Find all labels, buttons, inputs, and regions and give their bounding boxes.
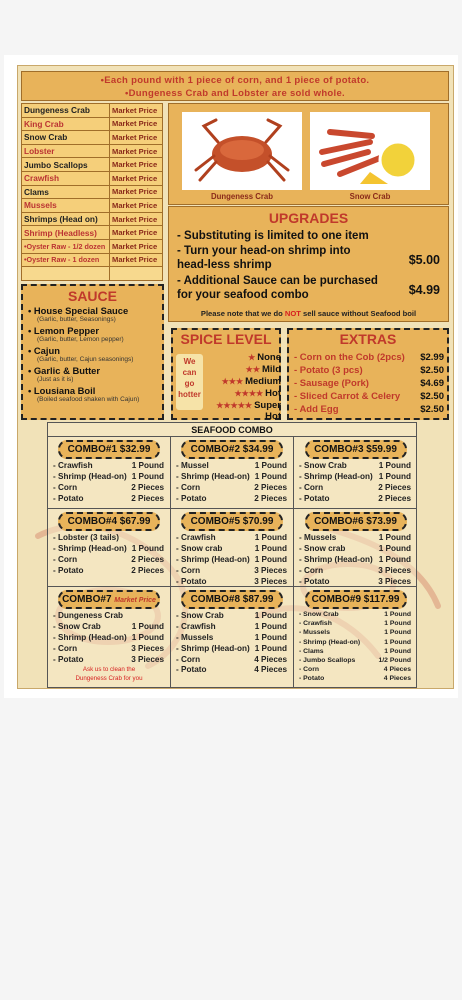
combo-line	[171, 483, 293, 494]
combo-qty: 4 Pieces	[383, 666, 411, 674]
hotter-note-word: We	[183, 357, 196, 366]
combo-qty: 1 Pound	[131, 632, 164, 642]
combo-line	[294, 657, 417, 666]
item-price: Market Price	[110, 239, 163, 253]
spice-level-title: SPICE LEVEL	[180, 331, 272, 347]
combo-item: - Corn	[53, 643, 78, 653]
item-price: Market Price	[110, 253, 163, 267]
combo-title: COMBO#5 $70.99	[181, 512, 283, 531]
sauce-item: • Lemon Pepper	[28, 325, 100, 336]
combo-qty: 1 Pound	[378, 471, 411, 481]
sauce-item: • House Special Sauce	[28, 305, 129, 316]
combo-title: COMBO#4 $67.99	[58, 512, 160, 531]
combo-qty: 4 Pieces	[254, 665, 287, 675]
extra-item	[294, 391, 444, 402]
combo-item: - Potato	[53, 654, 84, 664]
combo-line	[171, 644, 293, 655]
item-price: Market Price	[110, 226, 163, 240]
combo-item: - Potato	[176, 665, 207, 675]
combo-item: - Shrimp (Head-on)	[53, 471, 127, 481]
combo-line	[171, 633, 293, 644]
combo-item: - Corn	[299, 482, 324, 492]
combo-card	[171, 509, 294, 587]
blank-cell	[22, 267, 110, 281]
snow-crab-photo	[310, 112, 430, 190]
combo-qty: 1 Pound	[254, 643, 287, 653]
extra-price: $2.50	[420, 391, 444, 402]
upgrade-line: head-less shrimp	[177, 259, 272, 271]
item-name: Mussels	[22, 199, 110, 213]
combo-qty: 1 Pound	[384, 620, 411, 628]
combo-line	[48, 655, 170, 666]
clean-crab-note: Ask us to clean the	[82, 666, 136, 674]
combo-card	[48, 509, 171, 587]
order-note-line-2: •Dungeness Crab and Lobster are sold whole.	[125, 88, 345, 99]
seafood-combo-section	[47, 422, 417, 688]
combo-item: - Potato	[299, 576, 330, 586]
combo-line	[171, 494, 293, 505]
table-row	[22, 144, 163, 158]
combo-line	[294, 472, 417, 483]
combo-qty: 2 Pieces	[131, 482, 164, 492]
clean-crab-note: Dungeness Crab for you	[75, 675, 143, 683]
seafood-combo-title: SEAFOOD COMBO	[48, 423, 416, 437]
combo-line	[294, 555, 417, 566]
combo-qty: 1 Pound	[378, 461, 411, 470]
upgrade-line: - Additional Sauce can be purchased	[177, 275, 378, 287]
combo-item: - Corn	[53, 554, 78, 564]
combo-card	[294, 587, 417, 688]
combo-card	[171, 587, 294, 688]
combo-card	[48, 587, 171, 688]
extra-name: - Potato (3 pcs)	[294, 365, 363, 376]
combo-qty: 1 Pound	[254, 554, 287, 564]
combo-line	[171, 472, 293, 483]
upgrade-line: for your seafood combo	[177, 289, 309, 301]
combo-item: - Shrimp (Head-on)	[176, 554, 250, 564]
combo-item: - Dungeness Crab	[53, 611, 124, 620]
combo-item: - Shrimp (Head-on)	[299, 638, 361, 646]
table-row	[22, 226, 163, 240]
combo-title-text: COMBO#7	[62, 594, 112, 605]
menu-sheet	[4, 55, 458, 698]
item-name: Snow Crab	[22, 131, 110, 145]
combo-qty: 2 Pieces	[378, 493, 411, 503]
combo-title: COMBO#2 $34.99	[181, 440, 283, 459]
combo-qty: 1 Pound	[254, 632, 287, 642]
extra-item	[294, 352, 444, 363]
combo-qty: 3 Pieces	[131, 643, 164, 653]
chili-star-icon: ★	[248, 353, 256, 362]
combo-line	[48, 494, 170, 505]
combo-item: - Shrimp (Head-on)	[176, 471, 250, 481]
combo-item: - Snow Crab	[53, 621, 101, 631]
spice-label: None	[257, 352, 281, 363]
item-name: Jumbo Scallops	[22, 158, 110, 172]
combo-line	[48, 622, 170, 633]
combo-qty: 3 Pieces	[131, 654, 164, 664]
combo-line	[294, 666, 417, 675]
extra-name: - Corn on the Cob (2pcs)	[294, 352, 405, 363]
combo-line	[171, 544, 293, 555]
combo-line	[48, 461, 170, 472]
item-name: Dungeness Crab	[22, 104, 110, 118]
snow-crab-caption: Snow Crab	[349, 192, 391, 201]
combo-qty: 1 Pound	[378, 543, 411, 553]
combo-line	[48, 544, 170, 555]
item-price: Market Price	[110, 199, 163, 213]
sauce-title: SAUCE	[67, 288, 117, 304]
combo-qty: 3 Pieces	[378, 565, 411, 575]
extras-title: EXTRAS	[339, 331, 397, 347]
extra-item	[294, 404, 444, 415]
note-emphasis: NOT	[284, 309, 301, 318]
combo-item: - Mussels	[176, 632, 214, 642]
item-name: Clams	[22, 185, 110, 199]
sauce-panel	[21, 284, 164, 420]
combo-qty: 2 Pieces	[378, 482, 411, 492]
item-name: Shrimps (Head on)	[22, 212, 110, 226]
upgrades-title: UPGRADES	[268, 210, 349, 226]
combo-item: - Potato	[53, 565, 84, 575]
extra-item	[294, 378, 444, 389]
sauce-item: • Cajun	[28, 345, 60, 356]
upgrade-line: - Substituting is limited to one item	[177, 230, 369, 242]
combo-qty: 1 Pound	[131, 543, 164, 553]
item-name: Shrimp (Headless)	[22, 226, 110, 240]
combo-line	[171, 665, 293, 676]
combo-line	[294, 461, 417, 472]
combo-line	[294, 494, 417, 505]
combo-qty: 4 Pieces	[254, 654, 287, 664]
combo-item: - Shrimp (Head-on)	[176, 643, 250, 653]
upgrade-price: $5.00	[408, 253, 440, 267]
spice-level-super-hot	[203, 400, 281, 422]
combo-card	[294, 509, 417, 587]
table-row	[22, 253, 163, 267]
sauce-description: (Garlic, butter, Seasonings)	[37, 316, 116, 323]
combo-line	[48, 566, 170, 577]
combo-card	[294, 437, 417, 509]
table-row	[22, 267, 163, 281]
combo-qty: 2 Pieces	[254, 493, 287, 503]
table-row	[22, 131, 163, 145]
combo-item: - Shrimp (Head-on)	[53, 543, 127, 553]
combo-line	[171, 622, 293, 633]
combo-card	[171, 437, 294, 509]
extra-price: $2.50	[420, 404, 444, 415]
item-price: Market Price	[110, 117, 163, 131]
combo-item: - Mussels	[299, 629, 330, 637]
table-row	[22, 199, 163, 213]
combo-qty: 1 Pound	[254, 471, 287, 481]
combo-card	[48, 437, 171, 509]
table-row	[22, 239, 163, 253]
chili-star-icon: ★★	[245, 365, 260, 374]
combo-qty: 1 Pound	[254, 461, 287, 470]
combo-qty: 1/2 Pound	[378, 656, 411, 664]
table-row	[22, 104, 163, 118]
blank-cell	[110, 267, 163, 281]
combo-line	[48, 472, 170, 483]
table-row	[22, 212, 163, 226]
table-row	[22, 171, 163, 185]
extra-price: $2.99	[420, 352, 444, 363]
extra-item	[294, 365, 444, 376]
combo-title: COMBO#3 $59.99	[305, 440, 407, 459]
item-price: Market Price	[110, 185, 163, 199]
combo-qty: 1 Pound	[131, 461, 164, 470]
extra-price: $2.50	[420, 365, 444, 376]
combo-qty: 1 Pound	[378, 533, 411, 542]
table-row	[22, 185, 163, 199]
snow-crab-icon	[310, 112, 430, 190]
spice-label: Hot	[265, 388, 281, 399]
dungeness-crab-photo	[182, 112, 302, 190]
combo-qty: 1 Pound	[378, 554, 411, 564]
combo-line	[171, 577, 293, 588]
combo-line	[48, 533, 170, 544]
sauce-description: (Garlic, butter, Lemon pepper)	[37, 336, 124, 343]
combo-title: COMBO#6 $73.99	[305, 512, 407, 531]
chili-star-icon: ★★★★	[234, 389, 264, 398]
sauce-item: • Lousiana Boil	[28, 385, 96, 396]
combo-qty: 3 Pieces	[378, 576, 411, 586]
item-price: Market Price	[110, 171, 163, 185]
combo-item: - Crawfish	[53, 461, 93, 470]
combo-qty: 1 Pound	[254, 621, 287, 631]
combo-line	[294, 566, 417, 577]
upgrades-panel	[168, 206, 449, 322]
combo-qty: 1 Pound	[254, 533, 287, 542]
combo-qty: 3 Pieces	[254, 576, 287, 586]
combo-line	[294, 648, 417, 657]
upgrade-line: - Turn your head-on shrimp into	[177, 245, 351, 257]
order-note	[21, 71, 449, 101]
spice-label: Mild	[262, 364, 281, 375]
combo-qty: 4 Pieces	[383, 675, 411, 683]
spice-level-none	[203, 352, 281, 363]
menu-board	[17, 65, 454, 689]
combo-qty: 1 Pound	[131, 621, 164, 631]
item-name: King Crab	[22, 117, 110, 131]
combo-item: - Shrimp (Head-on)	[53, 632, 127, 642]
dungeness-crab-caption: Dungeness Crab	[211, 192, 273, 201]
hotter-note	[176, 354, 203, 410]
extra-price: $4.69	[420, 378, 444, 389]
combo-line	[294, 675, 417, 684]
combo-line	[294, 533, 417, 544]
combo-item: - Snow crab	[299, 543, 346, 553]
combo-qty: 2 Pieces	[131, 565, 164, 575]
combo-qty: 1 Pound	[384, 647, 411, 655]
spice-level-hot	[203, 388, 281, 399]
combo-line	[48, 483, 170, 494]
combo-qty: 1 Pound	[254, 543, 287, 553]
item-price: Market Price	[110, 104, 163, 118]
order-note-line-1: •Each pound with 1 piece of corn, and 1 piece of potato.	[100, 75, 370, 86]
combo-qty: 3 Pieces	[254, 565, 287, 575]
photo-panel	[168, 103, 449, 205]
combo-item: - Snow Crab	[176, 611, 224, 620]
hotter-note-word: can	[182, 368, 197, 377]
combo-line	[294, 483, 417, 494]
combo-qty: 1 Pound	[131, 471, 164, 481]
extra-name: - Sausage (Pork)	[294, 378, 369, 389]
combo-qty: 1 Pound	[384, 629, 411, 637]
note-text: Please note that we do	[200, 309, 283, 318]
combo-item: - Potato	[176, 493, 207, 503]
combo-qty: 1 Pound	[254, 611, 287, 620]
combo-item: - Corn	[299, 565, 324, 575]
combo-line	[171, 566, 293, 577]
combo-line	[171, 655, 293, 666]
combo-qty: 1 Pound	[384, 638, 411, 646]
item-name: •Oyster Raw - 1/2 dozen	[22, 239, 110, 253]
hotter-note-word: go	[184, 379, 195, 388]
spice-level-medium	[203, 376, 281, 387]
combo-line	[294, 620, 417, 629]
sauce-description: (Garlic, butter, Cajun seasonings)	[37, 356, 134, 363]
combo-item: - Mussel	[176, 461, 209, 470]
combo-line	[48, 633, 170, 644]
combo-item: - Shrimp (Head-on)	[299, 554, 373, 564]
combo-item: - Crawfish	[176, 621, 216, 631]
combo-market-price: Market Price	[114, 597, 156, 604]
spice-label: Medium	[245, 376, 281, 387]
combo-item: - Corn	[53, 482, 78, 492]
combo-item: - Potato	[299, 675, 325, 683]
combo-item: - Jumbo Scallops	[299, 656, 356, 664]
combo-item: - Lobster (3 tails)	[53, 533, 119, 542]
note-text: sell sauce without Seafood boil	[303, 309, 417, 318]
combo-item: - Potato	[176, 576, 207, 586]
sauce-description: (Boiled seafood shaken with Cajun)	[37, 396, 140, 403]
dungeness-crab-icon	[182, 112, 302, 190]
combo-title: COMBO#8 $87.99	[181, 590, 283, 609]
combo-line	[171, 461, 293, 472]
sauce-description: (Just as it is)	[37, 376, 74, 383]
combo-item: - Corn	[299, 666, 320, 674]
combo-line	[171, 533, 293, 544]
item-name: •Oyster Raw - 1 dozen	[22, 253, 110, 267]
combo-item: - Shrimp (Head-on)	[299, 471, 373, 481]
table-row	[22, 158, 163, 172]
combo-title: COMBO#9 $117.99	[305, 590, 407, 609]
combo-line	[294, 639, 417, 648]
combo-item: - Crawfish	[176, 533, 216, 542]
combo-item: - Snow Crab	[299, 461, 347, 470]
combo-line	[294, 544, 417, 555]
combo-qty: 2 Pieces	[131, 554, 164, 564]
chili-star-icon: ★★★	[221, 377, 244, 386]
combo-item: - Potato	[299, 493, 330, 503]
combo-line	[294, 629, 417, 638]
item-price: Market Price	[110, 131, 163, 145]
combo-line	[48, 611, 170, 622]
combo-item: - Corn	[176, 482, 201, 492]
combo-title	[58, 590, 160, 609]
hotter-note-word: hotter	[178, 390, 201, 399]
spice-label: Super Hot	[254, 400, 281, 422]
combo-item: - Mussels	[299, 533, 337, 542]
combo-item: - Snow Crab	[299, 611, 339, 618]
spice-level-panel	[171, 328, 281, 420]
item-name: Lobster	[22, 144, 110, 158]
chili-star-icon: ★★★★★	[216, 401, 253, 410]
sauce-item: • Garlic & Butter	[28, 365, 101, 376]
combo-item: - Crawfish	[299, 620, 332, 628]
combo-line	[294, 577, 417, 588]
combo-line	[171, 611, 293, 622]
table-row	[22, 117, 163, 131]
combo-item: - Potato	[53, 493, 84, 503]
item-price: Market Price	[110, 158, 163, 172]
combo-line	[171, 555, 293, 566]
market-price-table	[21, 103, 163, 281]
combo-line	[48, 644, 170, 655]
upgrade-price: $4.99	[408, 283, 440, 297]
combo-item: - Corn	[176, 565, 201, 575]
extra-name: - Sliced Carrot & Celery	[294, 391, 401, 402]
combo-title: COMBO#1 $32.99	[58, 440, 160, 459]
combo-qty: 1 Pound	[384, 611, 411, 618]
combo-item: - Snow crab	[176, 543, 223, 553]
item-name: Crawfish	[22, 171, 110, 185]
combo-item: - Corn	[176, 654, 201, 664]
combo-qty: 2 Pieces	[131, 493, 164, 503]
sauce-policy-note	[169, 309, 448, 318]
combo-line	[48, 555, 170, 566]
extras-panel	[287, 328, 449, 420]
combo-item: - Clams	[299, 647, 324, 655]
combo-line	[294, 611, 417, 620]
combo-qty: 2 Pieces	[254, 482, 287, 492]
item-price: Market Price	[110, 212, 163, 226]
item-price: Market Price	[110, 144, 163, 158]
extra-name: - Add Egg	[294, 404, 339, 415]
spice-level-mild	[203, 364, 281, 375]
